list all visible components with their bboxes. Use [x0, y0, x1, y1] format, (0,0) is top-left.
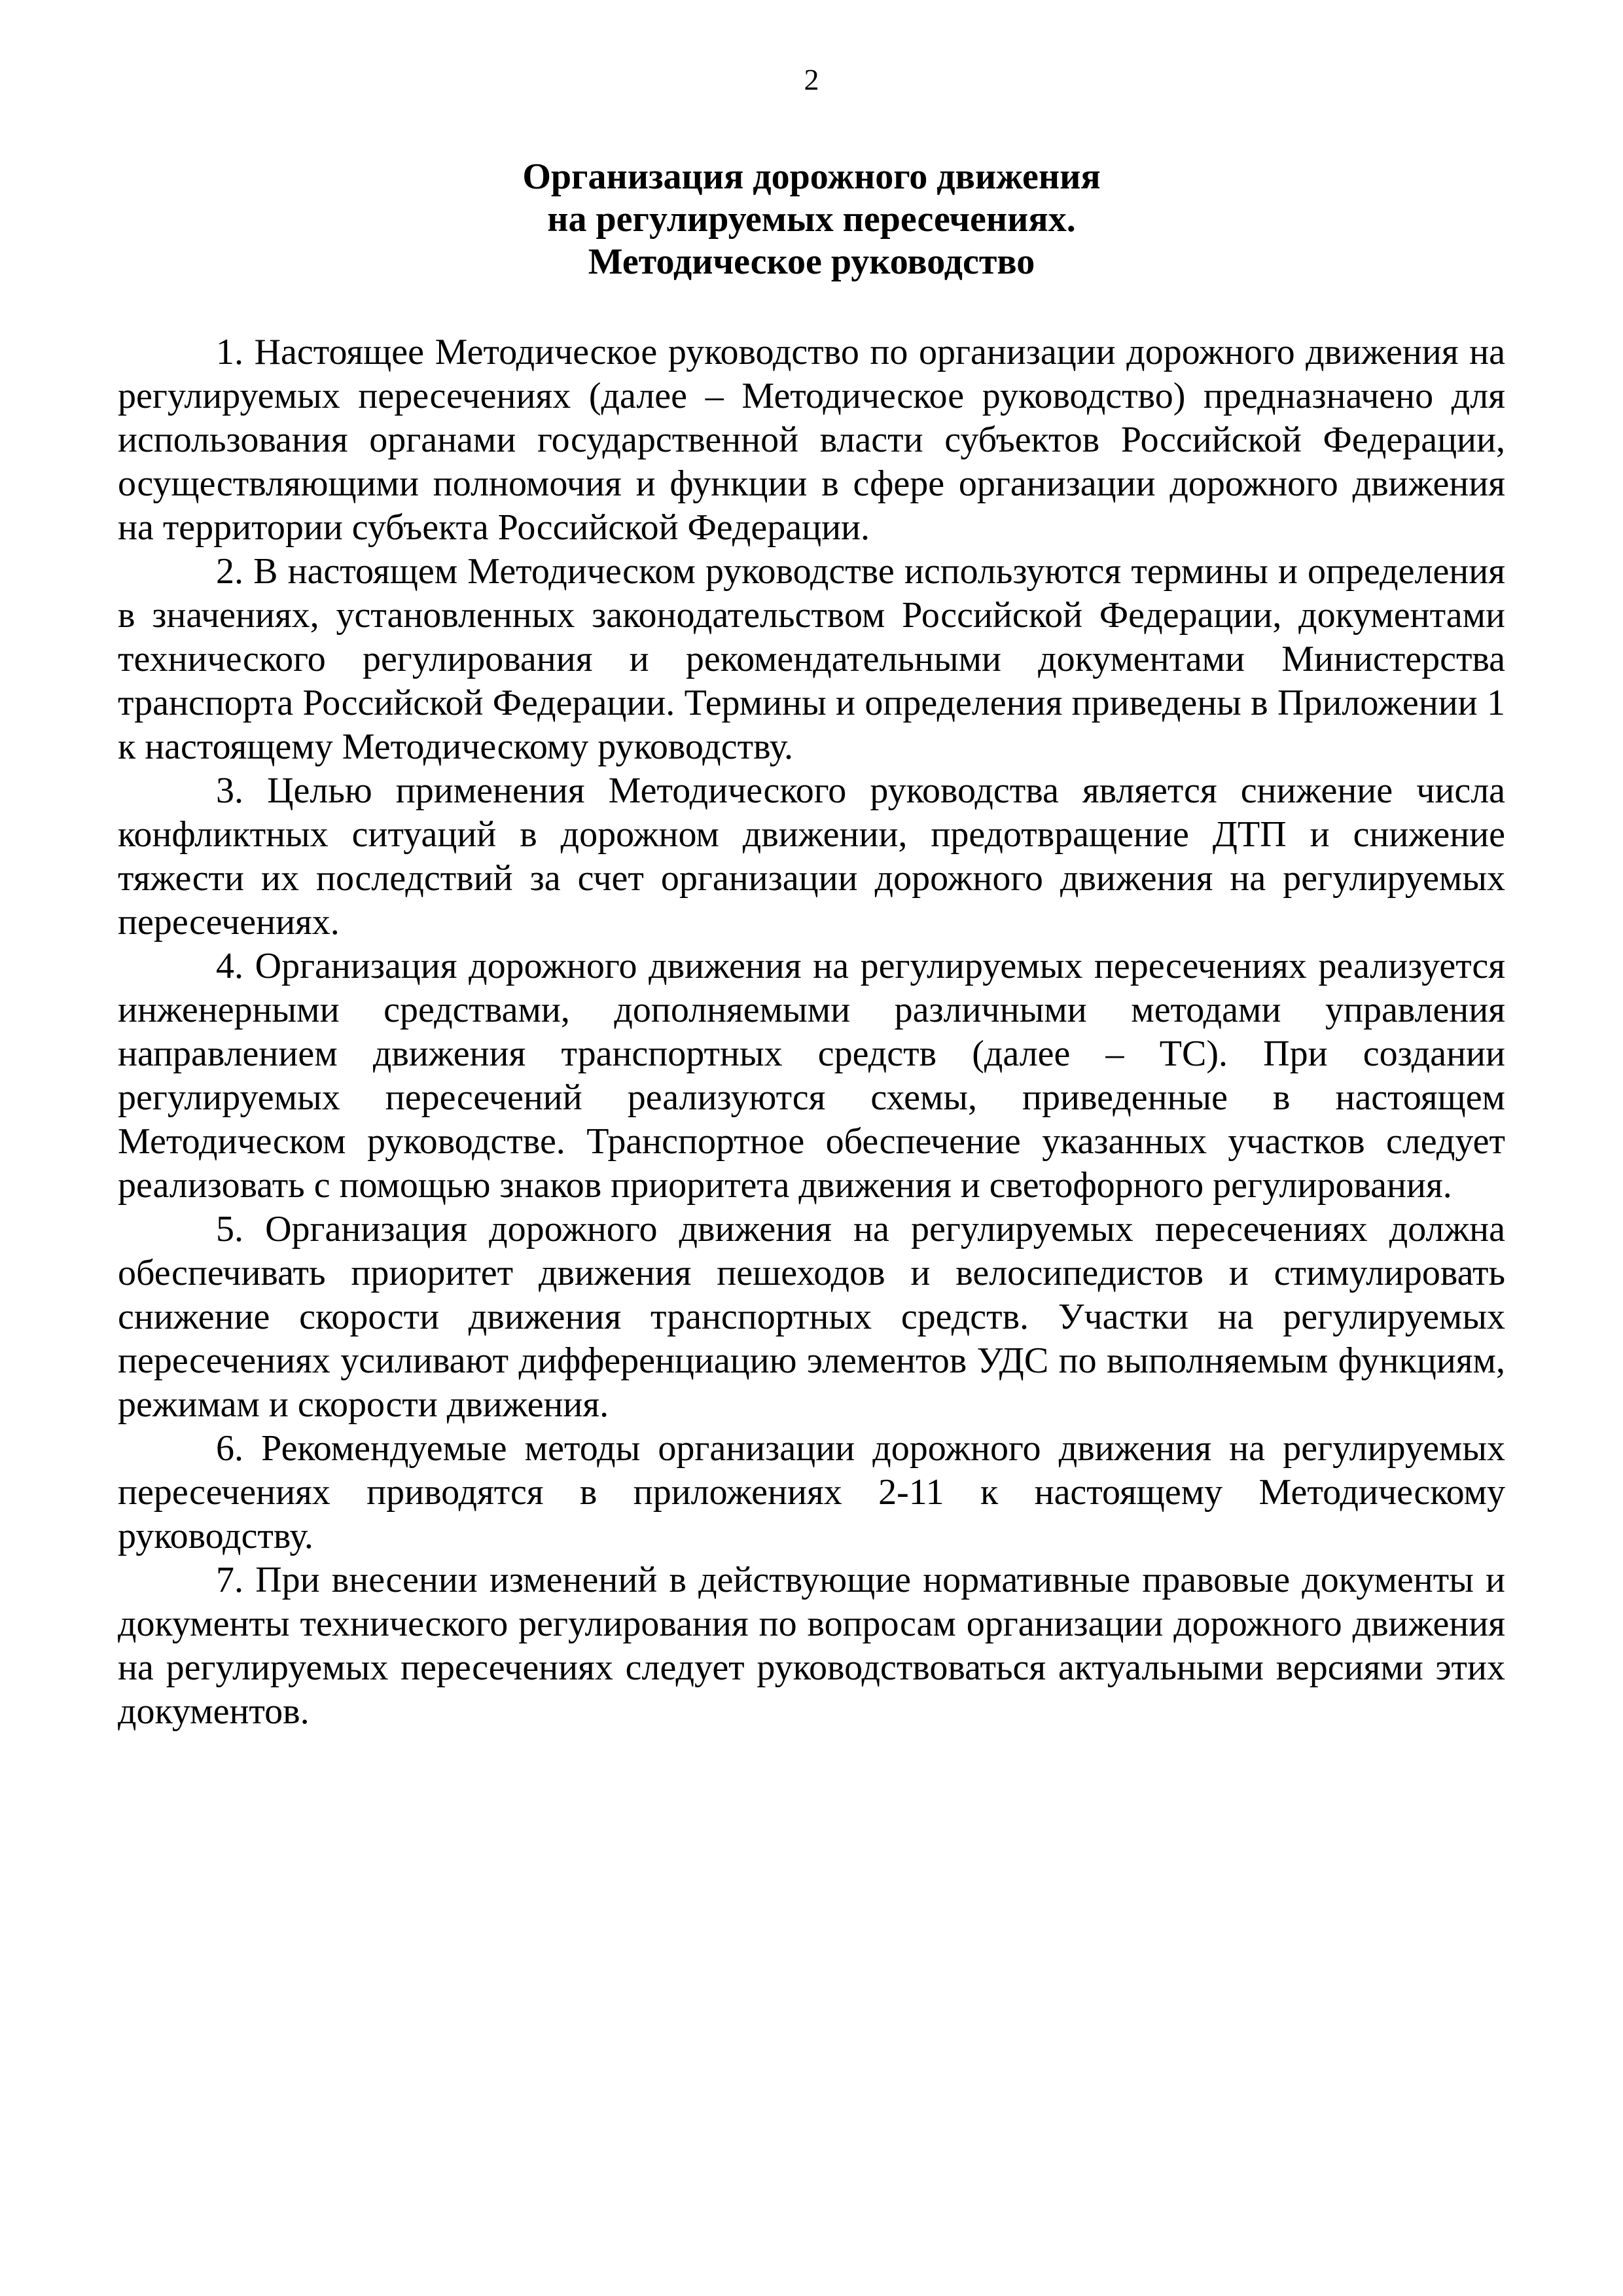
title-line-3: Методическое руководство	[588, 242, 1035, 282]
title-line-1: Организация дорожного движения	[522, 156, 1101, 197]
paragraph-4: 4. Организация дорожного движения на регулируемых пересечениях реализуется инженерными средствами, дополняемыми различными методами управления направлением движения транспортных средств (далее – ТС). При создании регулируемых пересечений реализуются схемы, приведенные в настоящем Методическом руководстве. Транспортное обеспечение указанных участков следует реализовать с помощью знаков приоритета движения и светофорного регулирования.	[118, 946, 1505, 1206]
title-line-2: на регулируемых пересечениях.	[547, 199, 1076, 240]
page-number: 2	[804, 63, 819, 96]
document-title	[118, 156, 1505, 283]
paragraph-5: 5. Организация дорожного движения на регулируемых пересечениях должна обеспечивать приоритет движения пешеходов и велосипедистов и стимулировать снижение скорости движения транспортных средств. Участки на регулируемых пересечениях усиливают дифференциацию элементов УДС по выполняемым функциям, режимам и скорости движения.	[118, 1209, 1505, 1425]
document-body	[118, 331, 1505, 1734]
paragraph-6: 6. Рекомендуемые методы организации дорожного движения на регулируемых пересечениях приводятся в приложениях 2-11 к настоящему Методическому руководству.	[118, 1428, 1505, 1556]
paragraph-1: 1. Настоящее Методическое руководство по организации дорожного движения на регулируемых пересечениях (далее – Методическое руководство) предназначено для использования органами государственной власти субъектов Российской Федерации, осуществляющими полномочия и функции в сфере организации дорожного движения на территории субъекта Российской Федерации.	[118, 332, 1505, 548]
paragraph-7: 7. При внесении изменений в действующие нормативные правовые документы и документы технического регулирования по вопросам организации дорожного движения на регулируемых пересечениях следует руководствоваться актуальными версиями этих документов.	[118, 1560, 1505, 1732]
paragraph-3: 3. Целью применения Методического руководства является снижение числа конфликтных ситуаций в дорожном движении, предотвращение ДТП и снижение тяжести их последствий за счет организации дорожного движения на регулируемых пересечениях.	[118, 770, 1505, 942]
paragraph-2: 2. В настоящем Методическом руководстве используются термины и определения в значениях, установленных законодательством Российской Федерации, документами технического регулирования и рекомендательными документами Министерства транспорта Российской Федерации. Термины и определения приведены в Приложении 1 к настоящему Методическому руководству.	[118, 551, 1505, 767]
